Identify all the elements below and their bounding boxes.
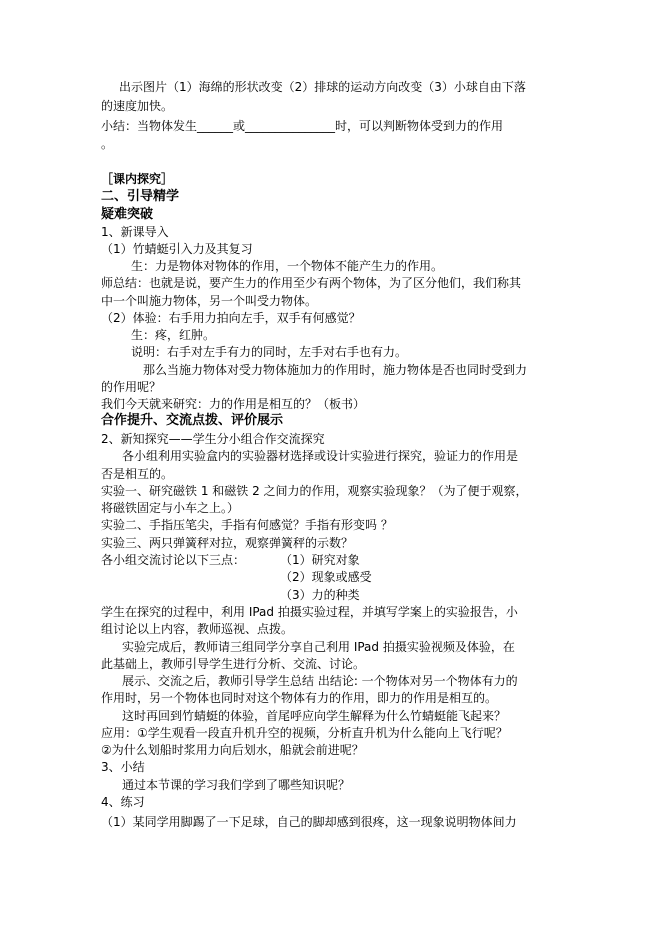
text-line: 的速度加快。 (101, 99, 174, 113)
text-line: 的作用呢？ (101, 380, 162, 394)
text-line: 中一个叫施力物体，另一个叫受力物体。 (101, 294, 318, 308)
text-line: 应用：①学生观看一段直升机升空的视频，分析直升机为什么能向上飞行呢？ (101, 726, 508, 740)
text-line: 实验二、手指压笔尖，手指有何感觉？手指有形变吗 ？ (101, 518, 393, 532)
text-line: 3、小结 (101, 760, 145, 774)
text-line: 生：疼，红肿。 (131, 328, 216, 342)
text-line: 4、练习 (101, 795, 145, 809)
text-line: 说明：右手对左手有力的同时，左手对右手也有力。 (131, 345, 408, 359)
text-line: 组讨论以上内容，教师巡视、点拨。 (101, 622, 294, 636)
list-item: （1）研究对象 (280, 553, 360, 567)
subsection-heading: 疑难突破 (101, 207, 154, 222)
subsection-heading: 合作提升、交流点拨、评价展示 (101, 413, 284, 428)
text-line: 作用时，另一个物体也同时对这个物体有力的作用，即力的作用是相互的。 (101, 691, 498, 705)
text-line: 1、新课导入 (101, 225, 169, 239)
text-line: （1）竹蜻蜓引入力及其复习 (101, 242, 253, 256)
text-line: 我们今天就来研究：力的作用是相互的？（板书） (101, 397, 366, 411)
text-line: 生：力是物体对物体的作用，一个物体不能产生力的作用。 (131, 259, 444, 273)
text-line: （2）体验：右手用力拍向左手，双手有何感觉？ (101, 311, 361, 325)
text-line: 实验一、研究磁铁 1 和磁铁 2 之间力的作用，观察实验现象？（为了便于观察， (101, 484, 528, 498)
text-line: （1）某同学用脚踢了一下足球，自己的脚却感到很疼，这一现象说明物体间力 (101, 815, 517, 829)
text-line: 否是相互的。 (101, 467, 174, 481)
text-line: 此基础上，教师引导学生进行分析、交流、讨论。 (101, 657, 366, 671)
list-item: （3）力的种类 (280, 588, 360, 602)
section-heading: ［课内探究］ (101, 172, 174, 186)
text-line: 各小组交流讨论以下三点： (101, 553, 246, 567)
text-line: 那么当施力物体对受力物体施加力的作用时，施力物体是否也同时受到力 (143, 363, 528, 377)
text-line: 师总结：也就是说，要产生力的作用至少有两个物体，为了区分他们，我们称其 (101, 276, 522, 290)
section-heading: 二、引导精学 (101, 189, 180, 204)
text-line: 各小组利用实验盒内的实验器材选择或设计实验进行探究，验证力的作用是 (122, 449, 519, 463)
text-line: 将磁铁固定与小车之上。） (101, 501, 240, 515)
text-line: 展示、交流之后，教师引导学生总结 出结论: 一个物体对另一个物体有力的 (122, 674, 518, 688)
text-line: 实验完成后，教师请三组同学分享自己利用 IPad 拍摄实验视频及体验，在 (122, 640, 515, 654)
text-line: ②为什么划船时浆用力向后划水，船就会前进呢？ (101, 743, 364, 757)
text-line: 实验三、两只弹簧秤对拉，观察弹簧秤的示数？ (101, 536, 354, 550)
text-line: 通过本节课的学习我们学到了哪些知识呢？ (122, 778, 351, 792)
text-line: 。 (101, 137, 114, 151)
text-line: 学生在探究的过程中，利用 IPad 拍摄实验过程，并填写学案上的实验报告，小 (101, 605, 518, 619)
text-line: 这时再回到竹蜻蜓的体验，首尾呼应向学生解释为什么竹蜻蜓能飞起来？ (122, 709, 507, 723)
text-line: 小结：当物体发生______或_______________时，可以判断物体受到力的作用 (101, 119, 504, 133)
text-line: 出示图片（1）海绵的形状改变（2）排球的运动方向改变（3）小球自由下落 (119, 80, 526, 94)
list-item: （2）现象或感受 (280, 570, 372, 584)
text-line: 2、新知探究——学生分小组合作交流探究 (101, 432, 325, 446)
